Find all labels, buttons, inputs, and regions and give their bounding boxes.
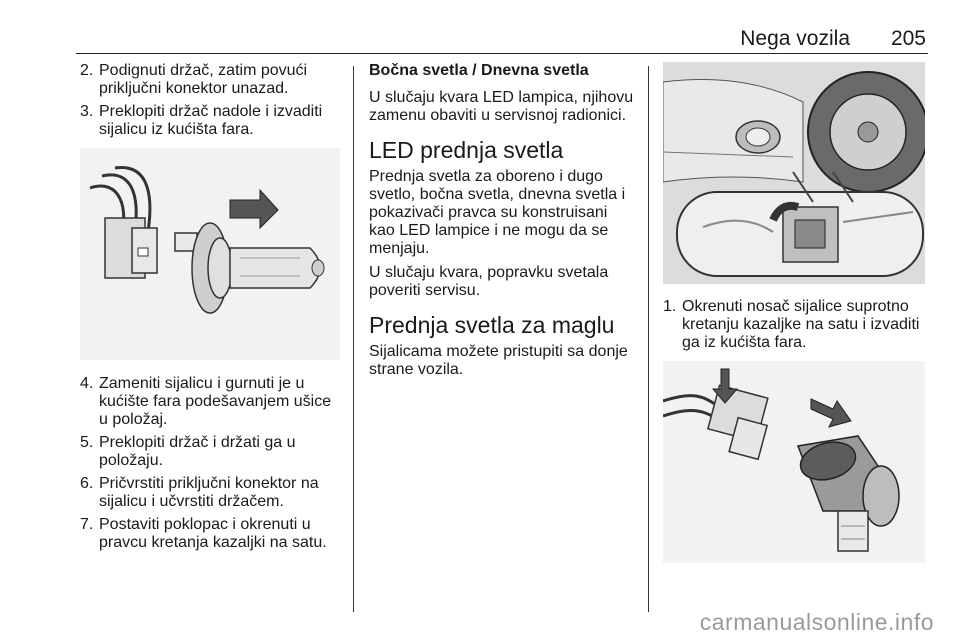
- section-title: Nega vozila: [740, 27, 850, 50]
- column-divider: [648, 66, 649, 612]
- column-left: [80, 62, 340, 557]
- column-divider: [353, 66, 354, 612]
- section-heading: LED prednja svetla: [369, 137, 564, 163]
- step-number: 6.: [80, 475, 94, 492]
- paragraph: Prednja svetla za oboreno i dugo svetlo, bočna svetla, dnevna svetla i pokazivači pravca su konstruisani kao LED lampice i ne mogu da se menjaju.: [369, 168, 626, 257]
- step-number: 3.: [80, 103, 94, 120]
- fog-bulb-connector-drawing: [663, 361, 925, 563]
- paragraph: U slučaju kvara, popravku svetala poveriti servisu.: [369, 264, 609, 299]
- step-text: Zameniti sijalicu i gurnuti je u kućište fara podešavanjem ušice u položaj.: [99, 375, 332, 428]
- car-front-fog-light-drawing: [663, 62, 925, 284]
- steps-list: [80, 375, 340, 552]
- page-number: 205: [890, 27, 926, 50]
- h7-bulb-connector-drawing: [80, 148, 340, 360]
- step-number: 5.: [80, 434, 94, 451]
- column-right: [663, 62, 927, 563]
- bulb-removal-illustration: [80, 148, 340, 360]
- step-text: Preklopiti držač i držati ga u položaju.: [99, 434, 296, 469]
- step-number: 7.: [80, 516, 94, 533]
- page-header: [76, 24, 928, 54]
- section-heading: Bočna svetla / Dnevna svetla: [369, 62, 589, 79]
- list-item: [80, 375, 340, 429]
- step-text: Podignuti držač, zatim povući priključni konektor unazad.: [99, 62, 308, 97]
- list-item: [663, 298, 927, 352]
- list-item: [80, 475, 340, 511]
- fog-light-location-illustration: [663, 62, 925, 284]
- list-item: [80, 62, 340, 98]
- watermark: carmanualsonline.info: [699, 609, 934, 635]
- step-number: 2.: [80, 62, 94, 79]
- step-number: 4.: [80, 375, 94, 392]
- step-text: Pričvrstiti priključni konektor na sijalicu i učvrstiti držačem.: [99, 475, 319, 510]
- steps-list: [663, 298, 927, 352]
- column-middle: [369, 62, 635, 385]
- list-item: [80, 103, 340, 139]
- step-number: 1.: [663, 298, 677, 315]
- step-text: Okrenuti nosač sijalice suprotno kretanju kazaljke na satu i izvaditi ga iz kućišta fara.: [682, 298, 920, 351]
- paragraph: U slučaju kvara LED lampica, njihovu zamenu obaviti u servisnoj radionici.: [369, 89, 634, 124]
- list-item: [80, 434, 340, 470]
- section-heading: Prednja svetla za maglu: [369, 312, 615, 338]
- step-text: Postaviti poklopac i okrenuti u pravcu kretanja kazaljki na satu.: [99, 516, 327, 551]
- paragraph: Sijalicama možete pristupiti sa donje strane vozila.: [369, 343, 628, 378]
- fog-bulb-removal-illustration: [663, 361, 925, 563]
- steps-list: [80, 62, 340, 139]
- list-item: [80, 516, 340, 552]
- step-text: Preklopiti držač nadole i izvaditi sijalicu iz kućišta fara.: [99, 103, 323, 138]
